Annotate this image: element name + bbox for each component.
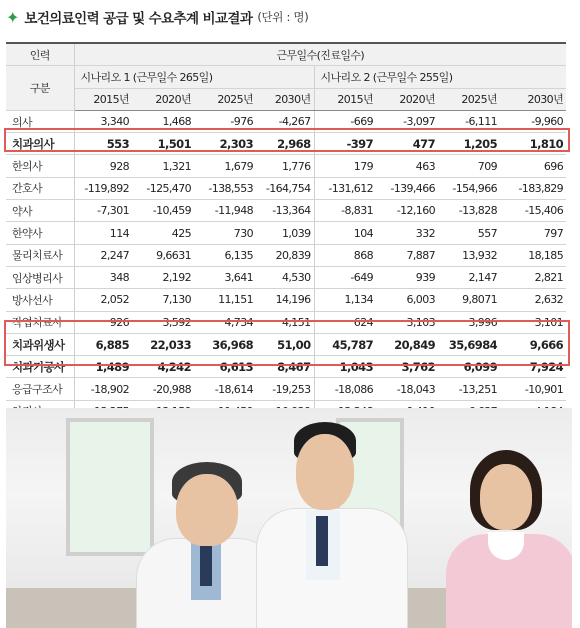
table-cell: 35,6984 bbox=[438, 333, 500, 355]
table-cell: 8,467 bbox=[256, 356, 314, 378]
table-cell: -164,754 bbox=[256, 177, 314, 199]
table-cell: -397 bbox=[314, 133, 376, 155]
year-header: 2030년 bbox=[500, 88, 566, 110]
row-label: 임상병리사 bbox=[6, 266, 74, 288]
scenario1-header: 시나리오 1 (근무일수 265일) bbox=[74, 66, 314, 88]
table-cell: 2,968 bbox=[256, 133, 314, 155]
table-cell: -18,086 bbox=[314, 378, 376, 400]
table-cell: 868 bbox=[314, 244, 376, 266]
table-cell: 2,632 bbox=[500, 289, 566, 311]
table-cell: 1,679 bbox=[194, 155, 256, 177]
page-title: 보건의료인력 공급 및 수요추계 비교결과 bbox=[24, 11, 253, 27]
table-cell: 20,849 bbox=[376, 333, 438, 355]
table-cell: 9,6631 bbox=[132, 244, 194, 266]
table-cell: -11,948 bbox=[194, 200, 256, 222]
table-cell: 2,192 bbox=[132, 266, 194, 288]
corner-header-top: 인력 bbox=[6, 43, 74, 66]
table-row bbox=[6, 110, 566, 132]
row-label: 한의사 bbox=[6, 155, 74, 177]
table-cell: 4,242 bbox=[132, 356, 194, 378]
table-cell: -131,612 bbox=[314, 177, 376, 199]
table-row bbox=[6, 200, 566, 222]
table-cell: 6,135 bbox=[194, 244, 256, 266]
window-decor bbox=[66, 418, 154, 556]
table-cell: 1,489 bbox=[74, 356, 132, 378]
table-cell: 22,033 bbox=[132, 333, 194, 355]
table-cell: 2,147 bbox=[438, 266, 500, 288]
table-cell: -7,301 bbox=[74, 200, 132, 222]
table-row bbox=[6, 222, 566, 244]
row-label: 응급구조사 bbox=[6, 378, 74, 400]
table-cell: -183,829 bbox=[500, 177, 566, 199]
table-cell: -976 bbox=[194, 110, 256, 132]
table-cell: 332 bbox=[376, 222, 438, 244]
table-cell: 696 bbox=[500, 155, 566, 177]
table-cell: 9,8071 bbox=[438, 289, 500, 311]
row-label: 작업치료사 bbox=[6, 311, 74, 333]
table-cell: -18,043 bbox=[376, 378, 438, 400]
year-header: 2015년 bbox=[74, 88, 132, 110]
title-row bbox=[6, 6, 308, 28]
scenario2-header: 시나리오 2 (근무일수 255일) bbox=[314, 66, 566, 88]
table-cell: 3,641 bbox=[194, 266, 256, 288]
table-cell: 553 bbox=[74, 133, 132, 155]
row-label: 약사 bbox=[6, 200, 74, 222]
table-cell: 4,734 bbox=[194, 311, 256, 333]
table-cell: 6,613 bbox=[194, 356, 256, 378]
year-header: 2025년 bbox=[194, 88, 256, 110]
table-row bbox=[6, 333, 566, 355]
table-row bbox=[6, 133, 566, 155]
table-cell: 45,787 bbox=[314, 333, 376, 355]
table-cell: -669 bbox=[314, 110, 376, 132]
table-cell: -4,267 bbox=[256, 110, 314, 132]
table-cell: -649 bbox=[314, 266, 376, 288]
table-cell: 463 bbox=[376, 155, 438, 177]
table-cell: -13,251 bbox=[438, 378, 500, 400]
table-cell: -20,988 bbox=[132, 378, 194, 400]
year-header: 2020년 bbox=[376, 88, 438, 110]
table-cell: -18,902 bbox=[74, 378, 132, 400]
table-cell: 7,130 bbox=[132, 289, 194, 311]
doctors-and-nurse-photo bbox=[6, 408, 572, 628]
table-cell: 730 bbox=[194, 222, 256, 244]
comparison-table bbox=[6, 42, 566, 445]
table-cell: -18,614 bbox=[194, 378, 256, 400]
green-star-icon: ✦ bbox=[6, 7, 20, 27]
table-cell: 1,039 bbox=[256, 222, 314, 244]
table-cell: 179 bbox=[314, 155, 376, 177]
table-cell: 3,762 bbox=[376, 356, 438, 378]
table-cell: 3,996 bbox=[438, 311, 500, 333]
table-cell: 797 bbox=[500, 222, 566, 244]
corner-header-bottom: 구분 bbox=[6, 66, 74, 111]
table-cell: 114 bbox=[74, 222, 132, 244]
table-cell: 2,052 bbox=[74, 289, 132, 311]
table-row bbox=[6, 155, 566, 177]
table-cell: -12,160 bbox=[376, 200, 438, 222]
row-label: 방사선사 bbox=[6, 289, 74, 311]
table-cell: 939 bbox=[376, 266, 438, 288]
row-label: 의사 bbox=[6, 110, 74, 132]
table-cell: -15,406 bbox=[500, 200, 566, 222]
table-cell: -119,892 bbox=[74, 177, 132, 199]
table-cell: 709 bbox=[438, 155, 500, 177]
table-cell: 926 bbox=[74, 311, 132, 333]
year-header: 2020년 bbox=[132, 88, 194, 110]
table-row bbox=[6, 378, 566, 400]
table-cell: 557 bbox=[438, 222, 500, 244]
table-cell: -138,553 bbox=[194, 177, 256, 199]
table-row bbox=[6, 289, 566, 311]
table-cell: 1,501 bbox=[132, 133, 194, 155]
row-label: 한약사 bbox=[6, 222, 74, 244]
table-cell: 1,134 bbox=[314, 289, 376, 311]
table-cell: 6,003 bbox=[376, 289, 438, 311]
table-cell: 3,101 bbox=[500, 311, 566, 333]
year-header: 2025년 bbox=[438, 88, 500, 110]
table-cell: 1,776 bbox=[256, 155, 314, 177]
table-cell: 51,00 bbox=[256, 333, 314, 355]
table-cell: -154,966 bbox=[438, 177, 500, 199]
table-cell: -19,253 bbox=[256, 378, 314, 400]
row-label: 치과기공사 bbox=[6, 356, 74, 378]
table-cell: 425 bbox=[132, 222, 194, 244]
table-cell: 1,043 bbox=[314, 356, 376, 378]
table-row bbox=[6, 177, 566, 199]
table-cell: 14,196 bbox=[256, 289, 314, 311]
table-cell: 2,303 bbox=[194, 133, 256, 155]
table-row bbox=[6, 244, 566, 266]
table-cell: 13,932 bbox=[438, 244, 500, 266]
table-cell: 4,151 bbox=[256, 311, 314, 333]
table-cell: -139,466 bbox=[376, 177, 438, 199]
table-row bbox=[6, 356, 566, 378]
table-cell: 1,321 bbox=[132, 155, 194, 177]
table-cell: 928 bbox=[74, 155, 132, 177]
row-label: 치과위생사 bbox=[6, 333, 74, 355]
year-header: 2015년 bbox=[314, 88, 376, 110]
unit-note: (단위 : 명) bbox=[257, 10, 309, 24]
table-cell: -9,960 bbox=[500, 110, 566, 132]
table-cell: 18,185 bbox=[500, 244, 566, 266]
table-row bbox=[6, 266, 566, 288]
table-cell: 9,666 bbox=[500, 333, 566, 355]
table-cell: -6,111 bbox=[438, 110, 500, 132]
group-header: 근무일수(진료일수) bbox=[74, 43, 566, 66]
row-label: 물리치료사 bbox=[6, 244, 74, 266]
table-cell: -125,470 bbox=[132, 177, 194, 199]
table-cell: 3,103 bbox=[376, 311, 438, 333]
table-cell: 3,340 bbox=[74, 110, 132, 132]
table-cell: 477 bbox=[376, 133, 438, 155]
table-cell: 7,887 bbox=[376, 244, 438, 266]
table-cell: 1,205 bbox=[438, 133, 500, 155]
table-cell: 6,099 bbox=[438, 356, 500, 378]
table-cell: -10,459 bbox=[132, 200, 194, 222]
table-cell: 36,968 bbox=[194, 333, 256, 355]
table-cell: 11,151 bbox=[194, 289, 256, 311]
table-row bbox=[6, 311, 566, 333]
year-header: 2030년 bbox=[256, 88, 314, 110]
table-cell: 3,592 bbox=[132, 311, 194, 333]
table-cell: 20,839 bbox=[256, 244, 314, 266]
table-cell: 104 bbox=[314, 222, 376, 244]
table-cell: -8,831 bbox=[314, 200, 376, 222]
table-cell: -13,828 bbox=[438, 200, 500, 222]
table-cell: -3,097 bbox=[376, 110, 438, 132]
table-cell: -13,364 bbox=[256, 200, 314, 222]
table-cell: 624 bbox=[314, 311, 376, 333]
table-cell: 2,247 bbox=[74, 244, 132, 266]
table-cell: 1,810 bbox=[500, 133, 566, 155]
row-label: 치과의사 bbox=[6, 133, 74, 155]
table-cell: 1,468 bbox=[132, 110, 194, 132]
table-cell: 4,530 bbox=[256, 266, 314, 288]
row-label: 간호사 bbox=[6, 177, 74, 199]
table-cell: -10,901 bbox=[500, 378, 566, 400]
table-cell: 7,924 bbox=[500, 356, 566, 378]
table-cell: 348 bbox=[74, 266, 132, 288]
table-cell: 6,885 bbox=[74, 333, 132, 355]
table-cell: 2,821 bbox=[500, 266, 566, 288]
